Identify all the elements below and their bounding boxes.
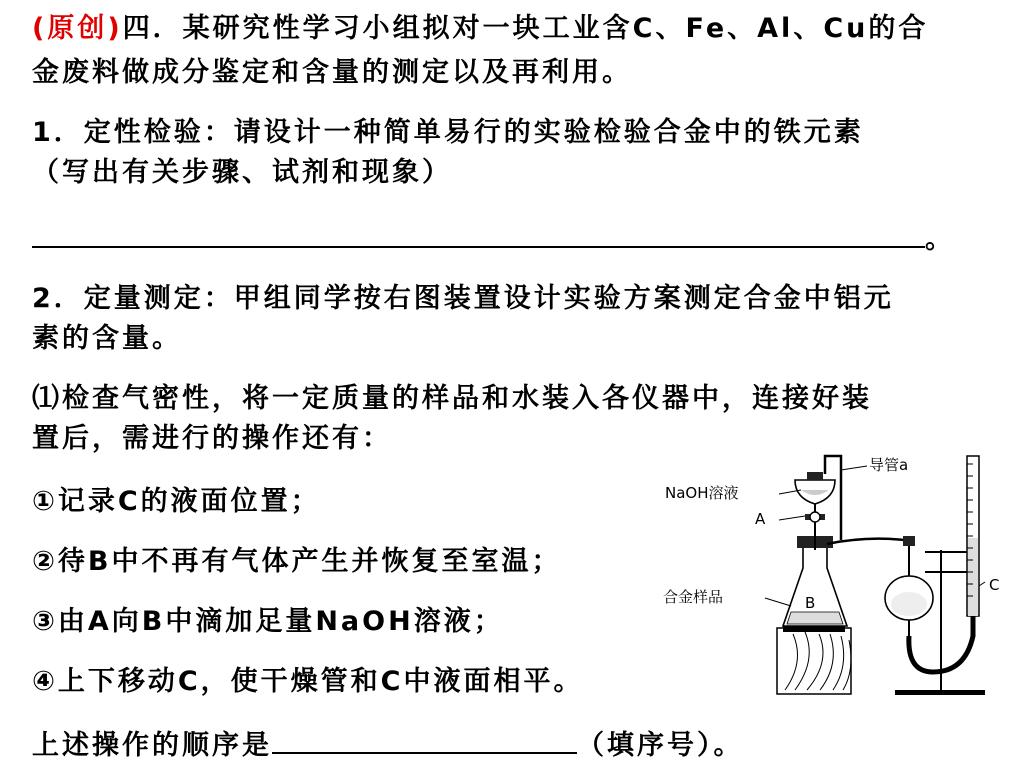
order-prefix: 上述操作的顺序是 <box>32 730 272 761</box>
label-sample: 合金样品 <box>663 588 724 606</box>
source-tag: (原创) <box>32 13 123 44</box>
q1-line-1: 1．定性检验：请设计一种简单易行的实验检验合金中的铁元素 <box>32 117 864 148</box>
q2-line-1: 2．定量测定：甲组同学按右图装置设计实验方案测定合金中铝元 <box>32 283 894 314</box>
label-c: C <box>989 576 1000 594</box>
question-title-cont: 金废料做成分鉴定和含量的测定以及再利用。 <box>32 57 632 88</box>
q1-answer-blank[interactable] <box>32 222 925 248</box>
q1-answer-end: 。 <box>925 224 955 255</box>
burette-c <box>967 456 979 616</box>
label-b: B <box>805 594 816 612</box>
wood-block <box>777 626 851 694</box>
label-naoh: NaOH溶液 <box>665 484 739 502</box>
label-tube-a: 导管a <box>869 456 909 474</box>
step-2: ②待B中不再有气体产生并恢复至室温； <box>32 546 562 577</box>
step-1: ①记录C的液面位置； <box>32 486 321 517</box>
order-answer-blank[interactable] <box>272 728 577 754</box>
label-a: A <box>755 510 766 528</box>
q1-answer-line <box>32 222 955 257</box>
order-question <box>32 728 744 763</box>
q2-1-line-1: ⑴检查气密性，将一定质量的样品和水装入各仪器中，连接好装 <box>32 383 872 414</box>
q2-1-line-2: 置后，需进行的操作还有： <box>32 423 392 454</box>
order-suffix: （填序号）。 <box>577 730 744 761</box>
q1-line-2: （写出有关步骤、试剂和现象） <box>32 157 452 188</box>
q2-line-2: 素的含量。 <box>32 323 182 354</box>
apparatus-diagram <box>655 440 1015 702</box>
heading-line-1 <box>32 12 928 46</box>
question-title: 四．某研究性学习小组拟对一块工业含C、Fe、Al、Cu的合 <box>122 13 929 44</box>
step-3: ③由A向B中滴加足量NaOH溶液； <box>32 606 504 637</box>
connecting-tube <box>827 539 905 544</box>
step-4: ④上下移动C，使干燥管和C中液面相平。 <box>32 666 584 697</box>
